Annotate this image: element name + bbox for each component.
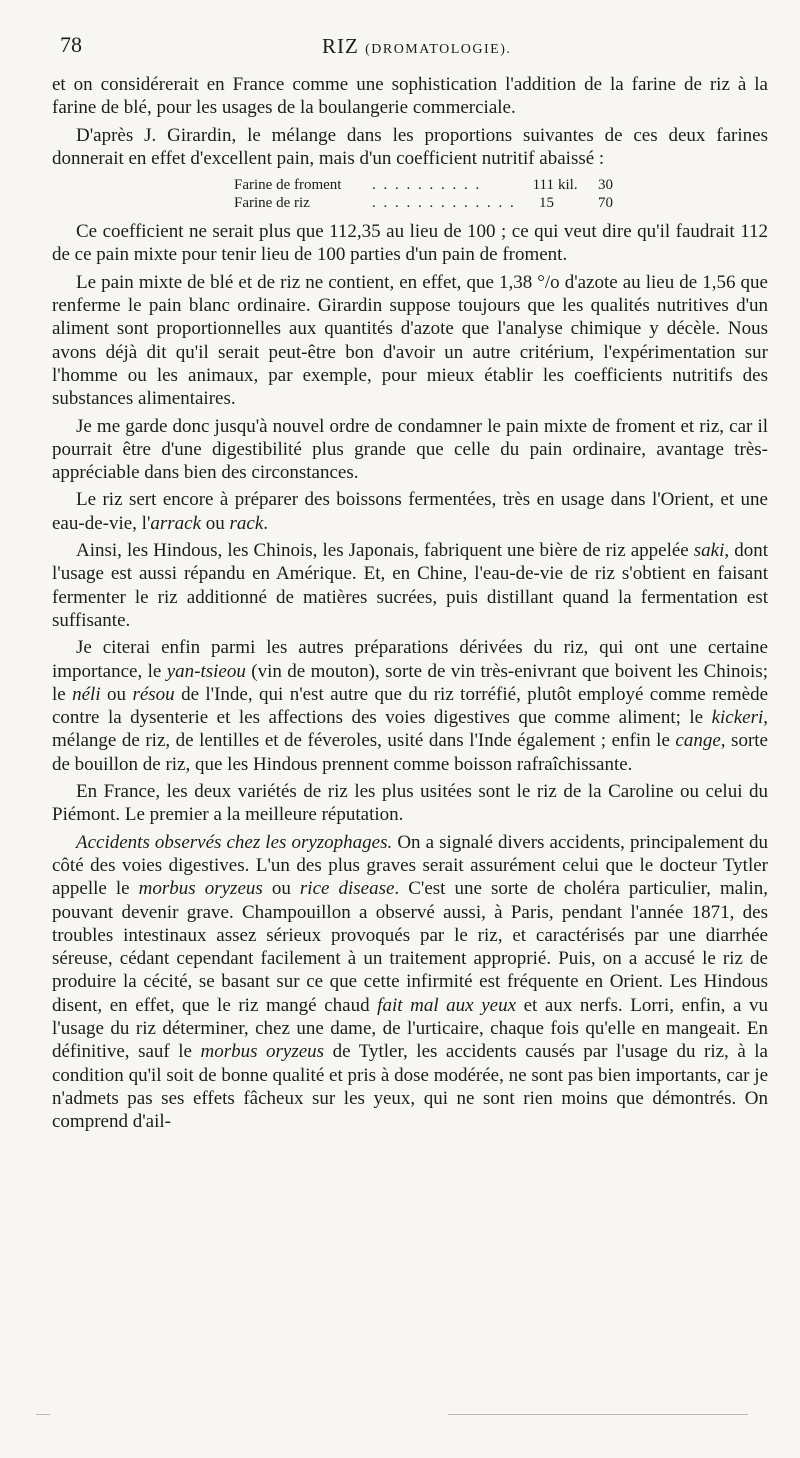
table-row-fraction: 30	[598, 177, 613, 194]
page-number: 78	[60, 32, 82, 57]
term-arrack: arrack	[150, 512, 202, 534]
bottom-rule-right	[448, 1414, 748, 1415]
running-title-subtitle: (DROMATOLOGIE).	[365, 42, 512, 57]
table-row-quantity: 111	[532, 177, 554, 194]
paragraph-pain-mixte: Je me garde donc jusqu'à nouvel ordre de condamner le pain mixte de froment et riz, car il pourrait être d'une digestibilité plus grande que celle du pain ordinaire, avantage très-appréciable dans bien des circonstances.	[52, 415, 768, 484]
table-row-quantity: 15	[539, 195, 554, 212]
term-rack: rack	[229, 512, 264, 534]
term-fait-mal-aux-yeux: fait mal aux yeux	[377, 994, 516, 1016]
term-cange: cange	[675, 730, 721, 752]
text-run: , sorte de bouillon de riz, que les Hindous prennent comme boisson rafraîchissante.	[52, 730, 768, 775]
term-resou: résou	[132, 683, 175, 705]
table-row	[52, 176, 768, 194]
paragraph-preparations	[52, 636, 768, 776]
text-run: ou	[262, 878, 300, 900]
text-run: de Tytler, les accidents causés par l'usage du riz, à la condition qu'il soit de bonne qualité et pris à dose modérée, ne sont pas bien importants, car je n'admets pas ses effets fâcheux sur les yeux, qui ne sont rien moins que démontrés. On comprend d'ail-	[52, 1041, 768, 1133]
body-text	[52, 70, 768, 1137]
table-row-fraction: 70	[598, 195, 613, 212]
term-kickeri: kickeri	[711, 707, 764, 729]
bottom-rule-left	[36, 1414, 50, 1415]
text-run: On a signalé divers accidents, principalement du côté des voies digestives. L'un des plus graves serait assurément celui que le docteur Tytler appelle le	[52, 831, 768, 900]
term-neli: néli	[72, 683, 101, 705]
paragraph-saki	[52, 539, 768, 632]
paragraph-coefficient: Ce coefficient ne serait plus que 112,35 au lieu de 100 ; ce qui veut dire qu'il faudrait 112 de ce pain mixte pour tenir lieu de 100 parties d'un pain de froment.	[52, 221, 768, 266]
paragraph-girardin: D'après J. Girardin, le mélange dans les proportions suivantes de ces deux farines donnerait en effet d'excellent pain, mais d'un coefficient nutritif abaissé :	[52, 124, 768, 169]
section-heading: Accidents observés chez les oryzophages.	[76, 831, 393, 853]
text-run: , mélange de riz, de lentilles et de féveroles, usité dans l'Inde également ; enfin le	[52, 707, 768, 752]
text-run: , dont l'usage est aussi répandu en Amérique. Et, en Chine, l'eau-de-vie de riz s'obtient en faisant fermenter le riz additionné de matières sucrées, puis distillant quand la fermentation est suffisante.	[52, 540, 768, 631]
text-run: et aux nerfs. Lorri, enfin, a vu l'usage du riz déterminer, chez une dame, de l'urticaire, chaque fois qu'elle en mangeait. En définitive, sauf le	[52, 994, 768, 1063]
paragraph-azote: Le pain mixte de blé et de riz ne contient, en effet, que 1,38 °/o d'azote au lieu de 1,56 que renferme le pain blanc ordinaire. Girardin suppose toujours que les qualités nutritives d'un aliment sont proportionnelles aux quantités d'azote que l'analyse chimique y décèle. Nous avons déjà dit qu'il serait peut-être bon d'avoir un autre critérium, l'expérimentation sur l'homme ou les animaux, par exemple, pour mieux établir les coefficients nutritifs des substances alimentaires.	[52, 271, 768, 410]
text-run: . C'est une sorte de choléra particulier, malin, pouvant devenir grave. Champouillon a observé aussi, à Paris, pendant l'année 1871, des troubles intestinaux assez sérieux provoqués par le riz, et caractérisés par une diarrhée séreuse, cédant cependant facilement à un traitement approprié. Puis, on a accusé le riz de produire la cécité, se basant sur ce que cette infirmité est fréquente en Orient. Les Hindous disent, en effet, que le riz mangé chaud	[52, 878, 769, 1016]
text-run: .	[263, 512, 269, 534]
text-run: de l'Inde, qui n'est autre que du riz torréfié, plutôt employé comme remède contre la dysenterie et les affections des voies digestives que comme aliment; le	[52, 683, 769, 729]
running-head	[60, 30, 760, 64]
text-run: Ainsi, les Hindous, les Chinois, les Japonais, fabriquent une bière de riz appelée	[76, 540, 694, 562]
term-morbus-oryzeus: morbus oryzeus	[138, 878, 263, 900]
paragraph-accidents	[52, 831, 768, 1134]
text-run: ou	[201, 512, 230, 534]
term-yan-tsieou: yan-tsieou	[166, 660, 246, 682]
running-title	[322, 34, 511, 59]
term-morbus-oryzeus: morbus oryzeus	[200, 1041, 325, 1063]
term-saki: saki	[693, 540, 725, 562]
text-run: (vin de mouton), sorte de vin très-enivrant que boivent les Chinois; le	[52, 660, 768, 705]
paragraph-boissons	[52, 488, 768, 535]
text-run: Le riz sert encore à préparer des boissons fermentées, très en usage dans l'Orient, et une eau-de-vie, l'	[52, 489, 768, 534]
table-row-leader: . . . . . . . . . .	[372, 177, 482, 194]
table-row-label: Farine de riz	[234, 195, 310, 212]
text-run: Je citerai enfin parmi les autres préparations dérivées du riz, qui ont une certaine importance, le	[52, 637, 768, 682]
paragraph-continued: et on considérerait en France comme une sophistication l'addition de la farine de riz à la farine de blé, pour les usages de la boulangerie commerciale.	[52, 74, 768, 119]
table-row	[52, 194, 768, 212]
running-title-main: RIZ	[322, 34, 359, 58]
paragraph-france: En France, les deux variétés de riz les plus usitées sont le riz de la Caroline ou celui du Piémont. Le premier a la meilleure réputation.	[52, 781, 768, 826]
flour-proportions-table	[52, 176, 768, 212]
table-row-unit: kil.	[558, 177, 578, 194]
table-row-leader: . . . . . . . . . . . . .	[372, 195, 516, 212]
term-rice-disease: rice disease	[299, 878, 395, 900]
text-run: ou	[100, 683, 133, 705]
table-row-label: Farine de froment	[234, 177, 342, 194]
